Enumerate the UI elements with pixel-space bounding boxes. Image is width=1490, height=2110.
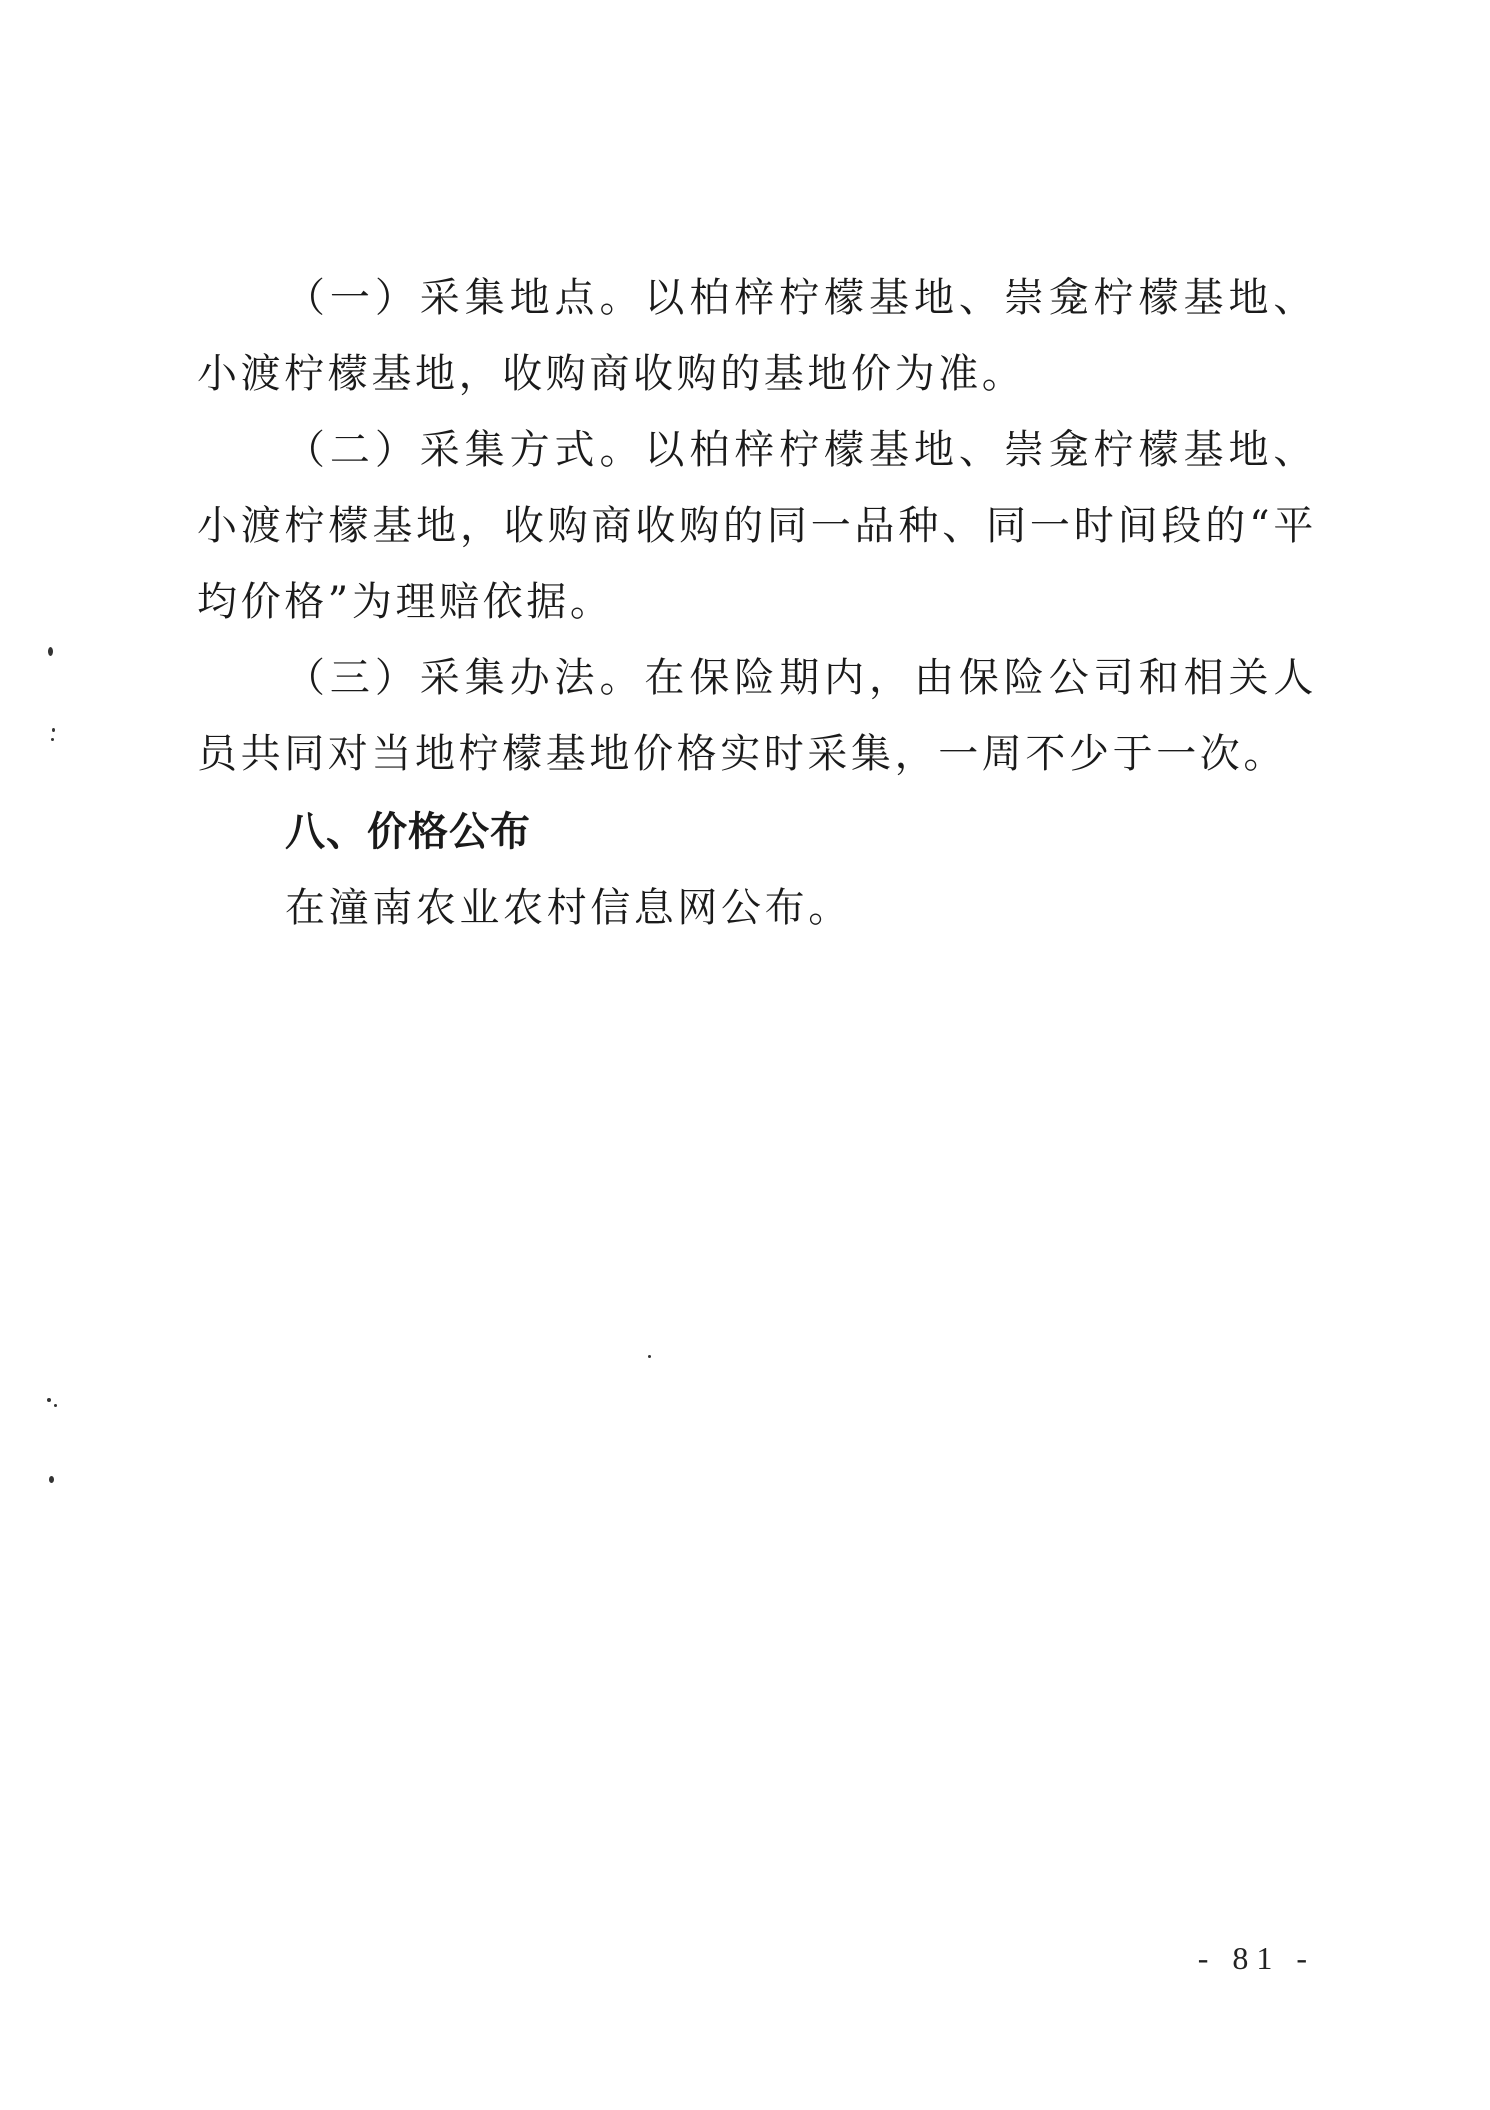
scan-speck xyxy=(52,728,55,732)
section-body-price-publication: 在潼南农业农村信息网公布。 xyxy=(285,885,852,931)
scan-speck xyxy=(48,647,53,656)
section-heading-price-publication: 八、价格公布 xyxy=(285,809,531,855)
scan-speck xyxy=(54,1404,57,1407)
scan-speck xyxy=(51,738,54,741)
scan-speck xyxy=(47,1398,51,1402)
page-number: - 81 - xyxy=(1197,1940,1315,1976)
paragraph-collection-method: （二）采集方式。以柏梓柠檬基地、崇龛柠檬基地、小渡柠檬基地，收购商收购的同一品种、同一时间段的“平均价格”为理赔依据。 xyxy=(197,427,1317,625)
scan-speck xyxy=(648,1355,651,1358)
paragraph-collection-location: （一）采集地点。以柏梓柠檬基地、崇龛柠檬基地、小渡柠檬基地，收购商收购的基地价为准。 xyxy=(197,275,1317,397)
paragraph-collection-procedure: （三）采集办法。在保险期内，由保险公司和相关人员共同对当地柠檬基地价格实时采集，一周不少于一次。 xyxy=(197,655,1317,777)
scan-speck xyxy=(49,1476,54,1483)
